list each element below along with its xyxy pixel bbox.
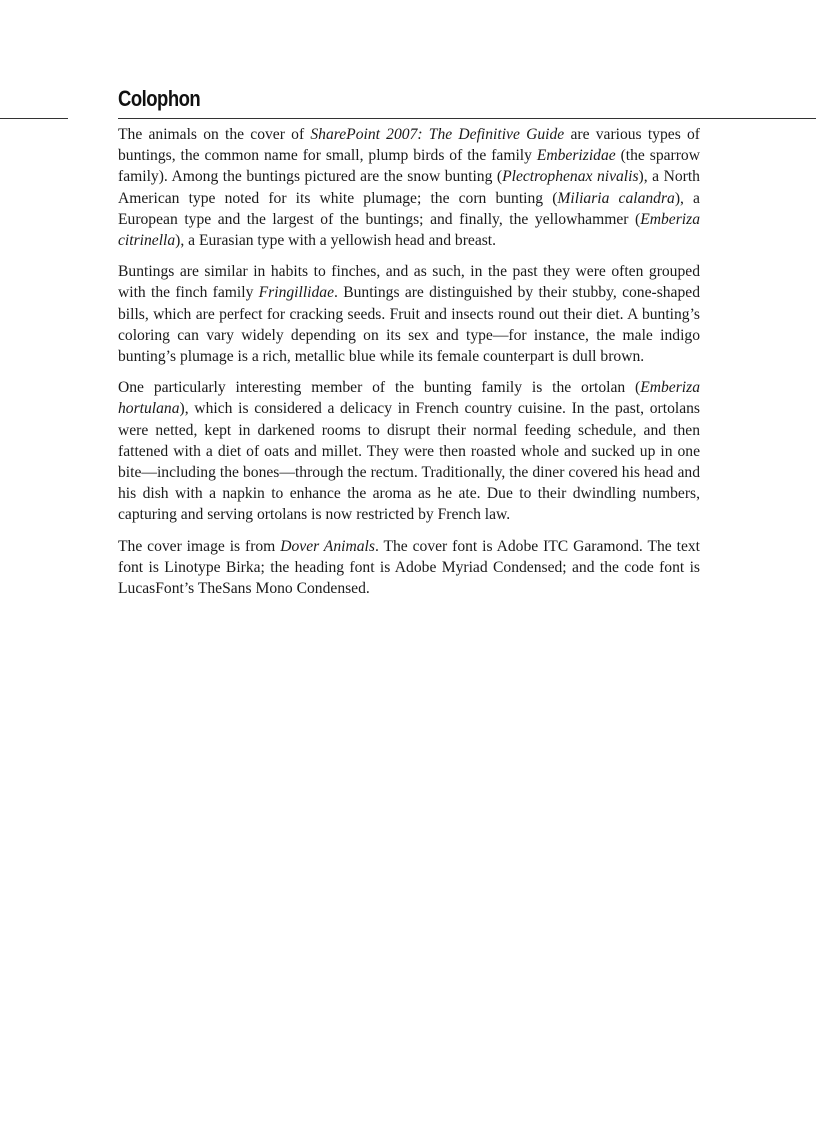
book-title: SharePoint 2007: The Definitive Guide (310, 126, 565, 143)
colophon-body (118, 124, 700, 609)
paragraph-fonts (118, 536, 700, 600)
image-source: Dover Animals (280, 537, 375, 555)
page-title: Colophon (118, 86, 201, 111)
margin-rule (0, 118, 68, 119)
text-run: One particularly interesting member of the bunting family is the ortolan ( (118, 379, 641, 397)
text-run: ), a North American type noted for its white plumage; the corn bunting ( (118, 168, 700, 207)
species-name: Plectrophenax nivalis (502, 168, 639, 186)
text-run: . Buntings are distinguished by their stubby, cone-shaped bills, which are perfect for cracking seeds. Fruit and insects round out their diet. A bunting’s coloring can vary widely depending on its sex and type—for instance, the male indigo bunting’s plumage is a rich, metallic blue while its female counterpart is dull brown. (118, 284, 700, 366)
paragraph-bunting-habits (118, 261, 700, 367)
species-name: Miliaria calandra (557, 189, 675, 207)
species-name: Emberizidae (536, 147, 616, 165)
text-run: are various types of buntings, the common name for small, plump birds of the family (118, 126, 700, 165)
species-name: Emberiza citrinella (118, 210, 700, 250)
text-run: . The cover font is Adobe ITC Garamond. The text font is Linotype Birka; the heading font is Adobe Myriad Condensed; and the code font is LucasFont’s TheSans Mono Condensed. (118, 537, 700, 598)
text-run: ), a European type and the largest of the buntings; and finally, the yellowhammer ( (118, 189, 700, 228)
text-run: The cover image is from (118, 537, 281, 555)
paragraph-ortolan (118, 377, 700, 525)
paragraph-cover-animals (118, 124, 700, 251)
species-name: Fringillidae (258, 284, 335, 302)
text-run: ), which is considered a delicacy in French country cuisine. In the past, ortolans were netted, kept in darkened rooms to disrupt their normal feeding schedule, and then fattened with a diet of oats and millet. They were then roasted whole and sucked up in one bite—including the bones—through the rectum. Traditionally, the diner covered his head and his dish with a napkin to enhance the aroma as he ate. Due to their dwindling numbers, capturing and serving ortolans is now restricted by French law. (118, 400, 700, 524)
heading-rule (118, 118, 816, 119)
text-run: (the sparrow family). Among the buntings pictured are the snow bunting ( (118, 147, 700, 186)
text-run: The animals on the cover of (118, 126, 311, 143)
text-run: Buntings are similar in habits to finches, and as such, in the past they were often grouped with the finch family (118, 263, 700, 302)
text-run: ), a Eurasian type with a yellowish head and breast. (175, 232, 497, 250)
species-name: Emberiza hortulana (118, 379, 700, 418)
